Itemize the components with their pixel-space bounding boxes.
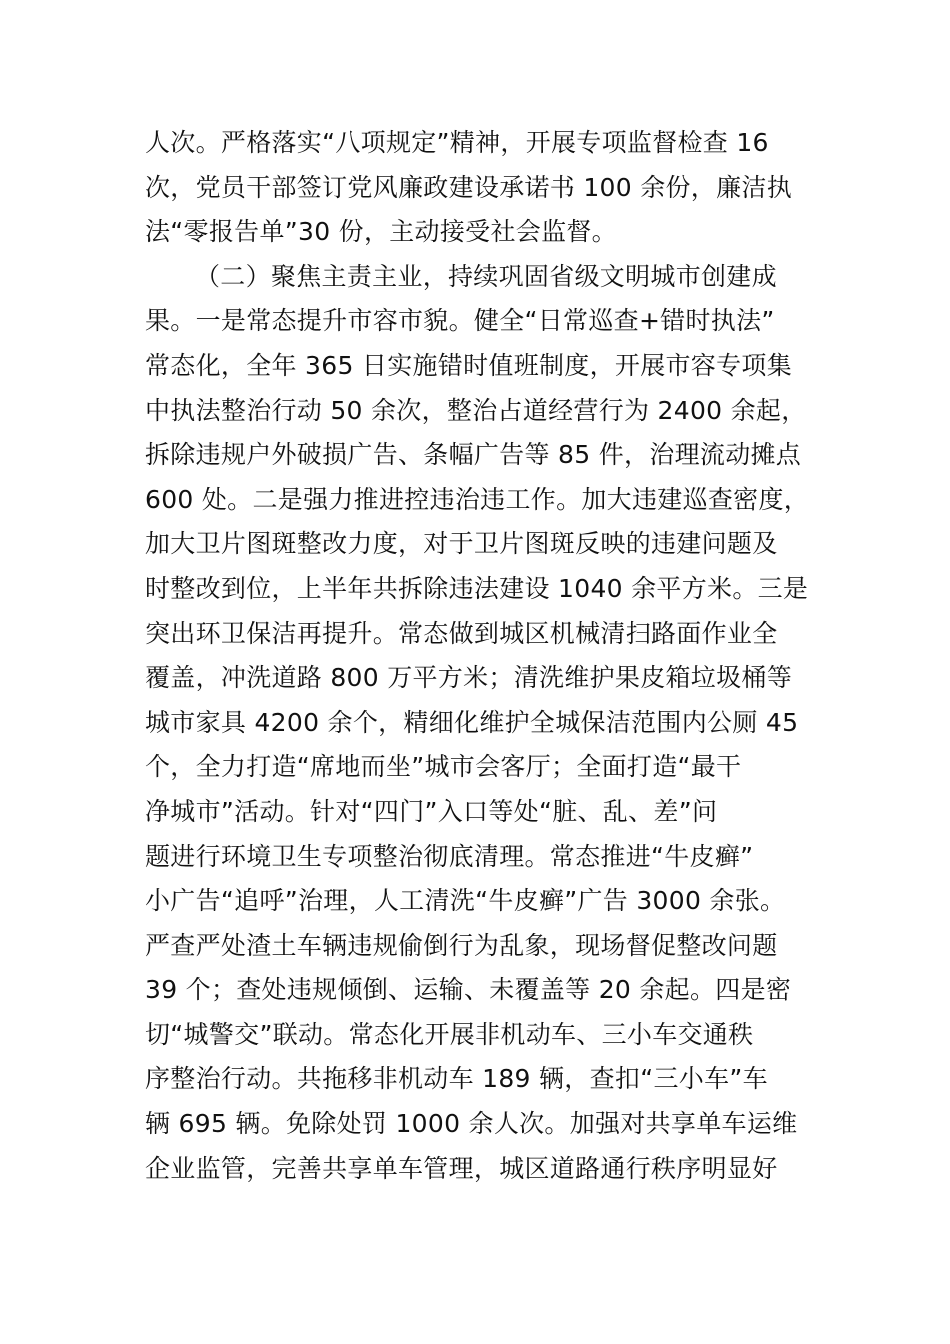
text-line: 时整改到位，上半年共拆除违法建设 1040 余平方米。三是 xyxy=(145,573,809,603)
text-line: 加大卫片图斑整改力度，对于卫片图斑反映的违建问题及 xyxy=(145,529,778,559)
text-line: 次，党员干部签订党风廉政建设承诺书 100 余份，廉洁执 xyxy=(145,172,793,202)
text-line: 题进行环境卫生专项整治彻底清理。常态推进“牛皮癣” xyxy=(145,841,754,871)
text-line: 常态化，全年 365 日实施错时值班制度，开展市容专项集 xyxy=(145,350,793,380)
text-line: 覆盖，冲洗道路 800 万平方米；清洗维护果皮箱垃圾桶等 xyxy=(145,663,793,693)
text-line: 城市家具 4200 余个，精细化维护全城保洁范围内公厕 45 xyxy=(145,707,799,737)
text-line: 人次。严格落实“八项规定”精神，开展专项监督检查 16 xyxy=(145,128,769,157)
text-line: 企业监管，完善共享单车管理，城区道路通行秩序明显好 xyxy=(145,1153,778,1183)
section-heading-line: （二）聚焦主责主业，持续巩固省级文明城市创建成 xyxy=(195,261,777,291)
text-line: 严查严处渣土车辆违规偷倒行为乱象，现场督促整改问题 xyxy=(145,930,778,960)
body-text xyxy=(145,121,835,1191)
text-line: 600 处。二是强力推进控违治违工作。加大违建巡查密度， xyxy=(145,484,810,514)
text-line: 序整治行动。共拖移非机动车 189 辆，查扣“三小车”车 xyxy=(145,1064,768,1094)
text-line: 切“城警交”联动。常态化开展非机动车、三小车交通秩 xyxy=(145,1019,754,1049)
text-line: 突出环卫保洁再提升。常态做到城区机械清扫路面作业全 xyxy=(145,618,778,648)
text-line: 中执法整治行动 50 余次，整治占道经营行为 2400 余起， xyxy=(145,395,807,425)
text-line: 果。一是常态提升市容市貌。健全“日常巡查+错时执法” xyxy=(145,306,775,336)
text-line: 拆除违规户外破损广告、条幅广告等 85 件，治理流动摊点 xyxy=(145,440,802,470)
text-line: 小广告“追呼”治理，人工清洗“牛皮癣”广告 3000 余张。 xyxy=(145,886,786,916)
text-line: 个，全力打造“席地而坐”城市会客厅；全面打造“最干 xyxy=(145,752,742,782)
text-line: 39 个；查处违规倾倒、运输、未覆盖等 20 余起。四是密 xyxy=(145,975,792,1005)
text-line: 法“零报告单”30 份，主动接受社会监督。 xyxy=(145,217,617,247)
text-line: 辆 695 辆。免除处罚 1000 余人次。加强对共享单车运维 xyxy=(145,1109,798,1139)
text-line: 净城市”活动。针对“四门”入口等处“脏、乱、差”问 xyxy=(145,796,718,826)
